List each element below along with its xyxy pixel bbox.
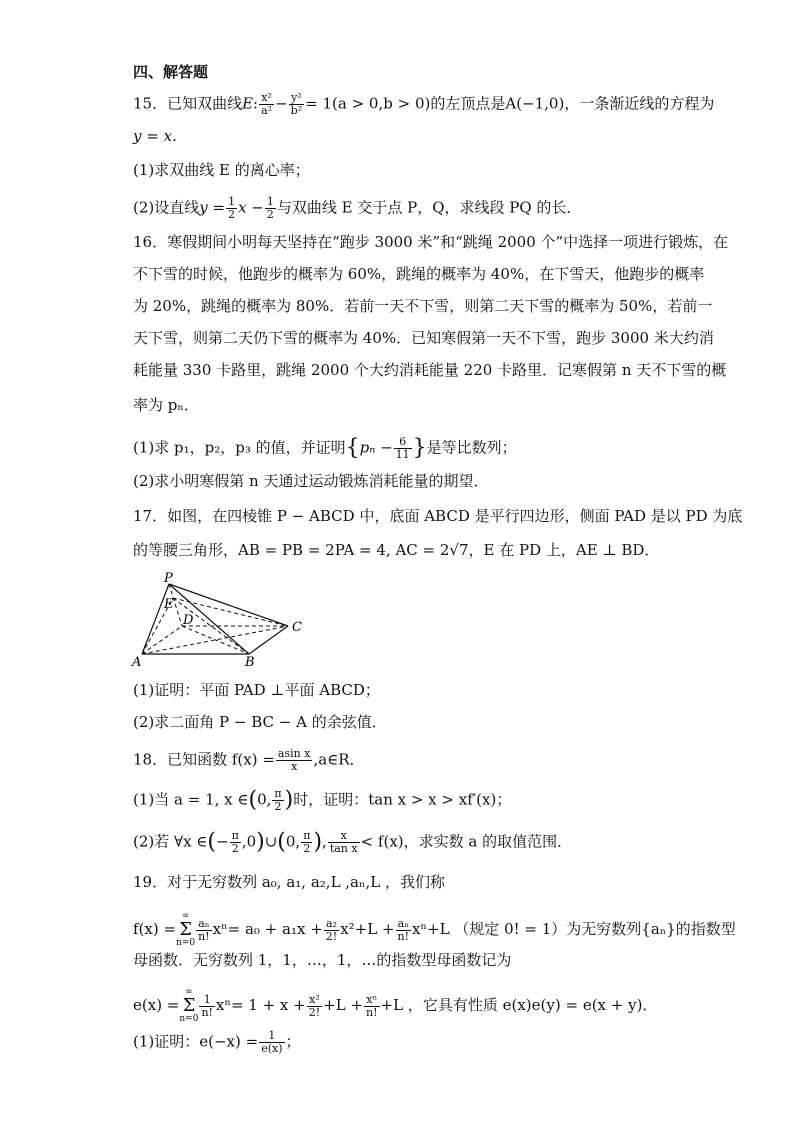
q15-stem: 15．已知双曲线E: $\frac{\text{x²}}{\text{a²}}$ − $\frac{\text{y²}}{\text{b²}}$ = 1(a > 0,b > 0)的左顶点是A(−1,0)，一条渐近线的方程为 [133,91,715,117]
pyramid-figure [128,572,310,670]
q17-part2: (2)求二面角 P − BC − A 的余弦值． [133,713,387,731]
label-D: D [183,613,194,628]
q16-line-3: 为 20%，跳绳的概率为 80%．若前一天不下雪，则第二天下雪的概率为 50%，若前一 [133,297,713,315]
label-P: P [164,572,173,586]
q16-line-2: 不下雪的时候，他跑步的概率为 60%，跳绳的概率为 40%，在下雪天，他跑步的概率 [133,265,705,283]
q18-part2: (2)若 ∀x ∈(− $\frac{\pi}{2}$ ,0)∪(0, $\frac{\pi}{2}$ ), $\frac{x}{\text{tan x}}$ < f(x)，求实数 a 的取值范围． [133,829,573,855]
q19-line-3: 母函数．无穷数列 1，1，…，1，…的指数型母函数记为 [133,951,512,969]
q15-part1: (1)求双曲线 E 的离心率； [133,161,310,179]
q19-part1: (1)证明：e(−x) = $\frac{1}{e(x)}$ ； [133,1029,301,1055]
label-A: A [132,655,142,670]
q17-part1: (1)证明：平面 PAD ⊥平面 ABCD； [133,681,380,699]
q17-line-1: 17．如图，在四棱锥 P − ABCD 中，底面 ABCD 是平行四边形，侧面 PAD 是以 PD 为底 [133,507,743,525]
q16-line-6: 率为 pₙ． [133,396,199,414]
label-E: E [164,597,174,612]
q19-genfunc: f(x) =∞ Σ n=0 $\frac{\text{aₙ}}{n!}$ xⁿ= a₀ + a₁x + $\frac{\text{a₂}}{2!}$ x²+L + $\frac{\text{aₙ}}{n!}$ xⁿ+L （规定 0! = 1）为无穷数列{aₙ}的指数型 [133,911,736,948]
q17-line-2: 的等腰三角形，AB = PB = 2PA = 4, AC = 2√7，E 在 PD 上，AE ⊥ BD． [133,541,660,559]
label-C: C [292,620,302,635]
q15-part2: (2)设直线y = $\frac{1}{2}$ x − $\frac{1}{2}$ 与双曲线 E 交于点 P，Q，求线段 PQ 的长． [133,195,582,221]
section-heading: 四、解答题 [133,63,209,81]
q16-line-1: 16．寒假期间小明每天坚持在“跑步 3000 米”和“跳绳 2000 个”中选择一项进行锻炼，在 [133,233,729,251]
q19-line-1: 19．对于无穷数列 a₀, a₁, a₂,L ,aₙ,L ，我们称 [133,873,445,891]
q18-stem: 18．已知函数 f(x) = $\frac{\text{asin x}}{x}$ ,a∈R． [133,747,365,773]
q18-part1: (1)当 a = 1, x ∈(0, $\frac{\pi}{2}$ )时，证明：tan x > x > xf′(x)； [133,787,512,813]
q16-line-5: 耗能量 330 卡路里，跳绳 2000 个大约消耗能量 220 卡路里．记寒假第 n 天不下雪的概 [133,361,727,379]
q16-part1: (1)求 p₁，p₂，p₃ 的值，并证明{pₙ − $\frac{6}{11}$ }是等比数列； [133,435,517,461]
q16-part2: (2)求小明寒假第 n 天通过运动锻炼消耗能量的期望． [133,472,489,490]
label-B: B [245,655,255,670]
q16-line-4: 天下雪，则第二天仍下雪的概率为 40%．已知寒假第一天不下雪，跑步 3000 米大约消 [133,329,714,347]
q19-efunc: e(x) =∞ Σ n=0 $\frac{1}{n!}$ xⁿ= 1 + x + $\frac{\text{x²}}{2!}$ +L + $\frac{\text{xⁿ}}{n!}$ +L ，它具有性质 e(x)e(y) = e(x + y)． [133,987,658,1024]
q15-asymptote: y = x． [133,127,188,145]
q15-frac-x: $\frac{\text{x²}}{\text{a²}}$ [261,91,273,117]
q15-frac-y: $\frac{\text{y²}}{\text{b²}}$ [290,91,303,117]
